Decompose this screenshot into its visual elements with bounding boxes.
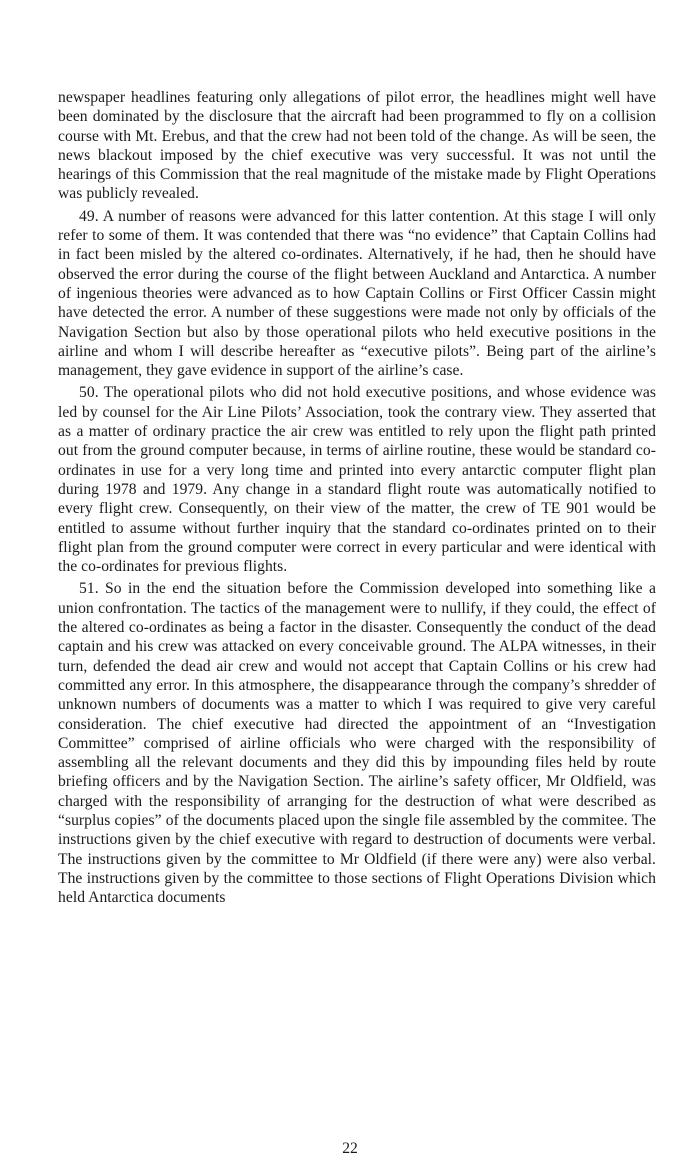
paragraph-51: 51. So in the end the situation before the Commission developed into something like a union confrontation. The tactics of the management were to nullify, if they could, the effect of the altered co-ordinates as being a factor in the disaster. Consequently the conduct of the dead captain and his crew was attacked on every conceivable ground. The ALPA witnesses, in their turn, defended the dead air crew and would not accept that Captain Collins or his crew had committed any error. In this atmosphere, the disappearance through the company’s shredder of unknown numbers of documents was a matter to which I was required to give very careful consideration. The chief executive had directed the appointment of an “Investigation Committee” comprised of airline officials who were charged with the responsibility of assembling all the relevant documents and they did this by impounding files held by route briefing officers and by the Navigation Section. The airline’s safety officer, Mr Oldfield, was charged with the responsibility of arranging for the destruction of what were described as “surplus copies” of the documents placed upon the single file assembled by the commitee. The instructions given by the chief executive with regard to destruction of documents were verbal. The instructions given by the committee to Mr Oldfield (if there were any) were also verbal. The instructions given by the committee to those sections of Flight Operations Division which held Antarctica documents [58,580,656,907]
document-page [58,88,656,910]
paragraph-50: 50. The operational pilots who did not hold executive positions, and whose evidence was led by counsel for the Air Line Pilots’ Association, took the contrary view. They asserted that as a matter of ordinary practice the air crew was entitled to rely upon the flight path printed out from the ground computer because, in terms of airline routine, these would be standard co-ordinates in use for a very long time and printed into every antarctic computer flight plan during 1978 and 1979. Any change in a standard flight route was automatically notified to every flight crew. Consequently, on their view of the matter, the crew of TE 901 would be entitled to assume without further inquiry that the standard co-ordinates printed on to their flight plan from the ground computer were correct in every particular and were identical with the co-ordinates for previous flights. [58,384,656,576]
paragraph-continuation: newspaper headlines featuring only allegations of pilot error, the headlines might well have been dominated by the disclosure that the aircraft had been programmed to fly on a collision course with Mt. Erebus, and that the crew had not been told of the change. As will be seen, the news blackout imposed by the chief executive was very successful. It was not until the hearings of this Commission that the real magnitude of the mistake made by Flight Operations was publicly revealed. [58,89,656,203]
page-number: 22 [342,1140,358,1157]
paragraph-49: 49. A number of reasons were advanced for this latter contention. At this stage I will only refer to some of them. It was contended that there was “no evidence” that Captain Collins had in fact been misled by the altered co-ordinates. Alternatively, if he had, then he should have observed the error during the course of the flight between Auckland and Antarctica. A number of ingenious theories were advanced as to how Captain Collins or First Officer Cassin might have detected the error. A number of these suggestions were made not only by officials of the Navigation Section but also by those operational pilots who held executive positions in the airline and whom I will describe hereafter as “executive pilots”. Being part of the airline’s management, they gave evidence in support of the airline’s case. [58,207,656,380]
